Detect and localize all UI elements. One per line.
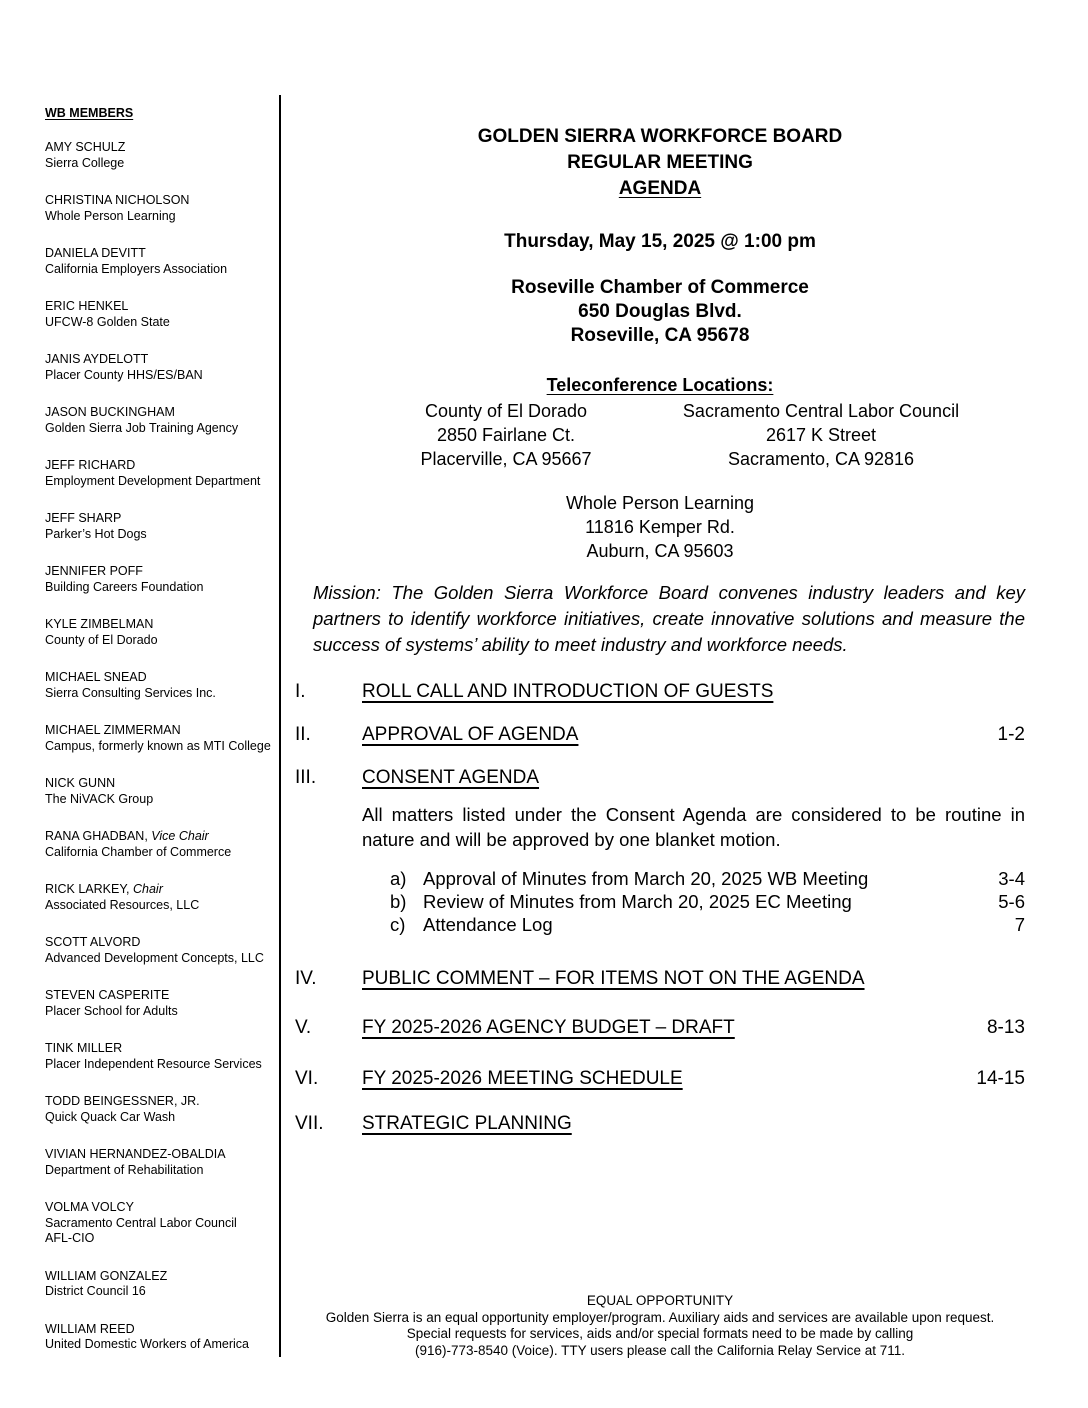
member-entry — [45, 617, 280, 648]
member-name: JEFF SHARP — [45, 511, 122, 525]
member-org: Associated Resources, LLC — [45, 897, 200, 912]
member-name: JEFF RICHARD — [45, 458, 136, 472]
member-list — [45, 140, 280, 1353]
member-org: County of El Dorado — [45, 632, 158, 647]
member-name-line — [45, 1147, 280, 1163]
member-entry — [45, 1200, 280, 1247]
member-org: Building Careers Foundation — [45, 579, 204, 594]
member-entry — [45, 829, 280, 860]
footer-line-3: (916)-773-8540 (Voice). TTY users please call the California Relay Service at 711. — [414, 1342, 905, 1358]
agenda-item-number: I. — [295, 681, 306, 702]
member-entry — [45, 564, 280, 595]
member-name: WILLIAM REED — [45, 1321, 135, 1336]
doc-title-agenda: AGENDA — [618, 178, 702, 199]
location-line: Sacramento Central Labor Council — [682, 401, 960, 421]
member-org: Sierra College — [45, 155, 125, 170]
member-entry — [45, 882, 280, 913]
member-name-line — [45, 299, 280, 315]
member-name-line — [45, 1094, 280, 1110]
venue-block — [295, 276, 1025, 348]
member-org: Sierra Consulting Services Inc. — [45, 685, 216, 700]
member-name-line — [45, 511, 280, 527]
agenda-list — [295, 681, 1025, 1134]
venue-name: Roseville Chamber of Commerce — [511, 277, 809, 298]
member-org: Campus, formerly known as MTI College — [45, 738, 271, 753]
location-line: County of El Dorado — [424, 401, 588, 421]
agenda-item-row — [295, 1068, 1025, 1089]
agenda-item-row — [295, 724, 1025, 745]
member-name-line — [45, 1200, 280, 1216]
agenda-item-body: All matters listed under the Consent Agenda are considered to be routine in nature and will be approved by one blanket motion. — [362, 804, 1025, 850]
member-name-line — [45, 935, 280, 951]
agenda-subitem-text: Approval of Minutes from March 20, 2025 WB Meeting — [423, 868, 869, 889]
doc-title-line1: GOLDEN SIERRA WORKFORCE BOARD — [477, 126, 843, 147]
footer-heading: EQUAL OPPORTUNITY — [586, 1293, 734, 1308]
teleconference-columns — [295, 399, 1025, 471]
member-org: UFCW-8 Golden State — [45, 314, 170, 329]
member-org: Golden Sierra Job Training Agency — [45, 420, 239, 435]
member-entry — [45, 458, 280, 489]
agenda-item-title: APPROVAL OF AGENDA — [362, 724, 579, 745]
teleconference-heading: Teleconference Locations: — [546, 375, 774, 395]
agenda-item-title: FY 2025-2026 MEETING SCHEDULE — [362, 1068, 683, 1089]
member-name: TINK MILLER — [45, 1041, 123, 1055]
member-org: Placer Independent Resource Services — [45, 1056, 262, 1071]
agenda-item-number: III. — [295, 767, 317, 788]
venue-street: 650 Douglas Blvd. — [578, 301, 742, 322]
member-name: JANIS AYDELOTT — [45, 352, 149, 366]
doc-title-line2: REGULAR MEETING — [567, 152, 753, 173]
agenda-item-number: V. — [295, 1017, 312, 1038]
wb-members-sidebar — [45, 105, 280, 1375]
member-name: CHRISTINA NICHOLSON — [45, 193, 190, 207]
member-name-line — [45, 988, 280, 1004]
agenda-subitem-row — [390, 913, 1025, 936]
member-entry — [45, 193, 280, 224]
member-name: TODD BEINGESSNER, JR. — [45, 1094, 200, 1108]
member-org: California Chamber of Commerce — [45, 844, 232, 859]
teleconference-location-sacramento — [661, 399, 981, 471]
footer-line-2: Special requests for services, aids and/or special formats need to be made by calling — [406, 1326, 914, 1341]
member-org: Advanced Development Concepts, LLC — [45, 950, 264, 965]
location-line: 11816 Kemper Rd. — [585, 517, 735, 537]
agenda-item-number: VI. — [295, 1068, 319, 1089]
location-line: 2850 Fairlane Ct. — [436, 425, 576, 445]
member-name-line — [45, 405, 280, 421]
member-name: WILLIAM GONZALEZ — [45, 1268, 168, 1283]
teleconference-heading-row — [295, 374, 1025, 396]
agenda-subitems — [390, 867, 1025, 936]
agenda-item-row — [295, 1113, 1025, 1134]
member-name: MICHAEL ZIMMERMAN — [45, 723, 181, 737]
agenda-subitem-pages: 3-4 — [998, 868, 1025, 889]
vertical-divider — [279, 95, 281, 1357]
footer-line-1: Golden Sierra is an equal opportunity employer/program. Auxiliary aids and services are available upon request. — [325, 1309, 995, 1325]
agenda-item-pages: 1-2 — [997, 724, 1025, 745]
member-entry — [45, 246, 280, 277]
member-entry — [45, 1147, 280, 1178]
teleconference-location-wpl — [295, 491, 1025, 563]
member-name-line — [45, 1269, 280, 1285]
doc-title — [295, 124, 1025, 202]
member-org: Placer School for Adults — [45, 1003, 178, 1018]
member-name-line — [45, 352, 280, 368]
member-name: KYLE ZIMBELMAN — [45, 617, 154, 631]
location-line: Sacramento, CA 92816 — [727, 449, 915, 469]
member-entry — [45, 1322, 280, 1353]
agenda-subitem-text: Review of Minutes from March 20, 2025 EC Meeting — [423, 891, 852, 912]
member-name: SCOTT ALVORD — [45, 935, 141, 949]
member-name: JENNIFER POFF — [45, 564, 143, 578]
member-name-line — [45, 617, 280, 633]
agenda-item-title: FY 2025-2026 AGENCY BUDGET – DRAFT — [362, 1017, 735, 1038]
member-name: RANA GHADBAN, — [45, 829, 148, 843]
member-name: VIVIAN HERNANDEZ-OBALDIA — [45, 1147, 226, 1161]
agenda-item-title: PUBLIC COMMENT – FOR ITEMS NOT ON THE AGENDA — [362, 968, 865, 989]
member-org: California Employers Association — [45, 261, 228, 276]
member-role: Chair — [129, 882, 163, 896]
agenda-subitem-row — [390, 890, 1025, 913]
agenda-subitem-label: c) — [390, 914, 406, 935]
mission-statement: Mission: The Golden Sierra Workforce Board convenes industry leaders and key partners to identify workforce initiatives, create innovative solutions and measure the success of systems’ ability to meet industry and workforce needs. — [313, 582, 1025, 655]
member-name-line — [45, 1041, 280, 1057]
member-org: District Council 16 — [45, 1284, 146, 1298]
member-name-line — [45, 1322, 280, 1338]
member-entry — [45, 511, 280, 542]
location-line: Placerville, CA 95667 — [420, 449, 592, 469]
member-name: AMY SCHULZ — [45, 140, 126, 154]
member-name-line — [45, 670, 280, 686]
meeting-datetime: Thursday, May 15, 2025 @ 1:00 pm — [504, 231, 816, 252]
footer — [295, 1293, 1025, 1359]
venue-city: Roseville, CA 95678 — [570, 325, 750, 346]
agenda-item-number: IV. — [295, 968, 317, 989]
member-name-line — [45, 458, 280, 474]
member-entry — [45, 1269, 280, 1300]
member-org: The NiVACK Group — [45, 791, 154, 806]
agenda-item-number: II. — [295, 724, 311, 745]
member-name: NICK GUNN — [45, 776, 116, 790]
member-entry — [45, 723, 280, 754]
member-role: Vice Chair — [147, 829, 209, 843]
member-name: STEVEN CASPERITE — [45, 988, 170, 1002]
member-name-line — [45, 193, 280, 209]
member-org: Parker’s Hot Dogs — [45, 526, 147, 541]
member-name: RICK LARKEY, — [45, 882, 130, 896]
member-name-line — [45, 776, 280, 792]
member-entry — [45, 935, 280, 966]
member-org: Sacramento Central Labor Council — [45, 1215, 237, 1230]
agenda-item-title: STRATEGIC PLANNING — [362, 1113, 572, 1134]
member-org: Employment Development Department — [45, 473, 261, 488]
member-entry — [45, 1094, 280, 1125]
agenda-subitem-pages: 7 — [1014, 914, 1025, 935]
agenda-subitem-label: a) — [390, 868, 407, 889]
teleconference-location-el-dorado — [295, 399, 717, 471]
location-line: Auburn, CA 95603 — [586, 541, 734, 561]
member-name-line — [45, 723, 280, 739]
member-entry — [45, 352, 280, 383]
agenda-item-number: VII. — [295, 1113, 324, 1134]
location-line: 2617 K Street — [765, 425, 877, 445]
member-org: Placer County HHS/ES/BAN — [45, 367, 203, 382]
member-name: VOLMA VOLCY — [45, 1200, 134, 1214]
member-name: MICHAEL SNEAD — [45, 670, 147, 684]
member-org: Quick Quack Car Wash — [45, 1109, 176, 1124]
member-entry — [45, 1041, 280, 1072]
agenda-subitem-row — [390, 867, 1025, 890]
member-name: ERIC HENKEL — [45, 299, 129, 313]
agenda-item-row — [295, 681, 1025, 702]
member-name-line — [45, 140, 280, 156]
agenda-item-pages: 8-13 — [986, 1017, 1025, 1038]
agenda-item-title: ROLL CALL AND INTRODUCTION OF GUESTS — [362, 681, 774, 702]
location-line: Whole Person Learning — [565, 493, 755, 513]
agenda-item-title: CONSENT AGENDA — [362, 767, 540, 788]
agenda-item-pages: 14-15 — [976, 1068, 1025, 1089]
agenda-item-row — [295, 1017, 1025, 1038]
member-name-line — [45, 882, 280, 898]
member-name-line — [45, 246, 280, 262]
member-org: AFL-CIO — [45, 1231, 95, 1245]
agenda-main — [295, 0, 1025, 1134]
member-name-line — [45, 564, 280, 580]
member-entry — [45, 140, 280, 171]
member-entry — [45, 405, 280, 436]
doc-title-line3 — [295, 176, 1025, 202]
member-name-line — [45, 829, 280, 845]
agenda-subitem-pages: 5-6 — [998, 891, 1025, 912]
member-org: Whole Person Learning — [45, 208, 176, 223]
sidebar-heading: WB MEMBERS — [45, 106, 134, 120]
agenda-subitem-text: Attendance Log — [423, 914, 553, 935]
member-entry — [45, 299, 280, 330]
member-org: United Domestic Workers of America — [45, 1337, 249, 1351]
member-entry — [45, 670, 280, 701]
agenda-item-row — [295, 767, 1025, 788]
member-org: Department of Rehabilitation — [45, 1162, 204, 1177]
agenda-item-row — [295, 968, 1025, 989]
agenda-subitem-label: b) — [390, 891, 407, 912]
member-entry — [45, 776, 280, 807]
member-name: DANIELA DEVITT — [45, 246, 146, 260]
member-entry — [45, 988, 280, 1019]
member-name: JASON BUCKINGHAM — [45, 405, 175, 419]
